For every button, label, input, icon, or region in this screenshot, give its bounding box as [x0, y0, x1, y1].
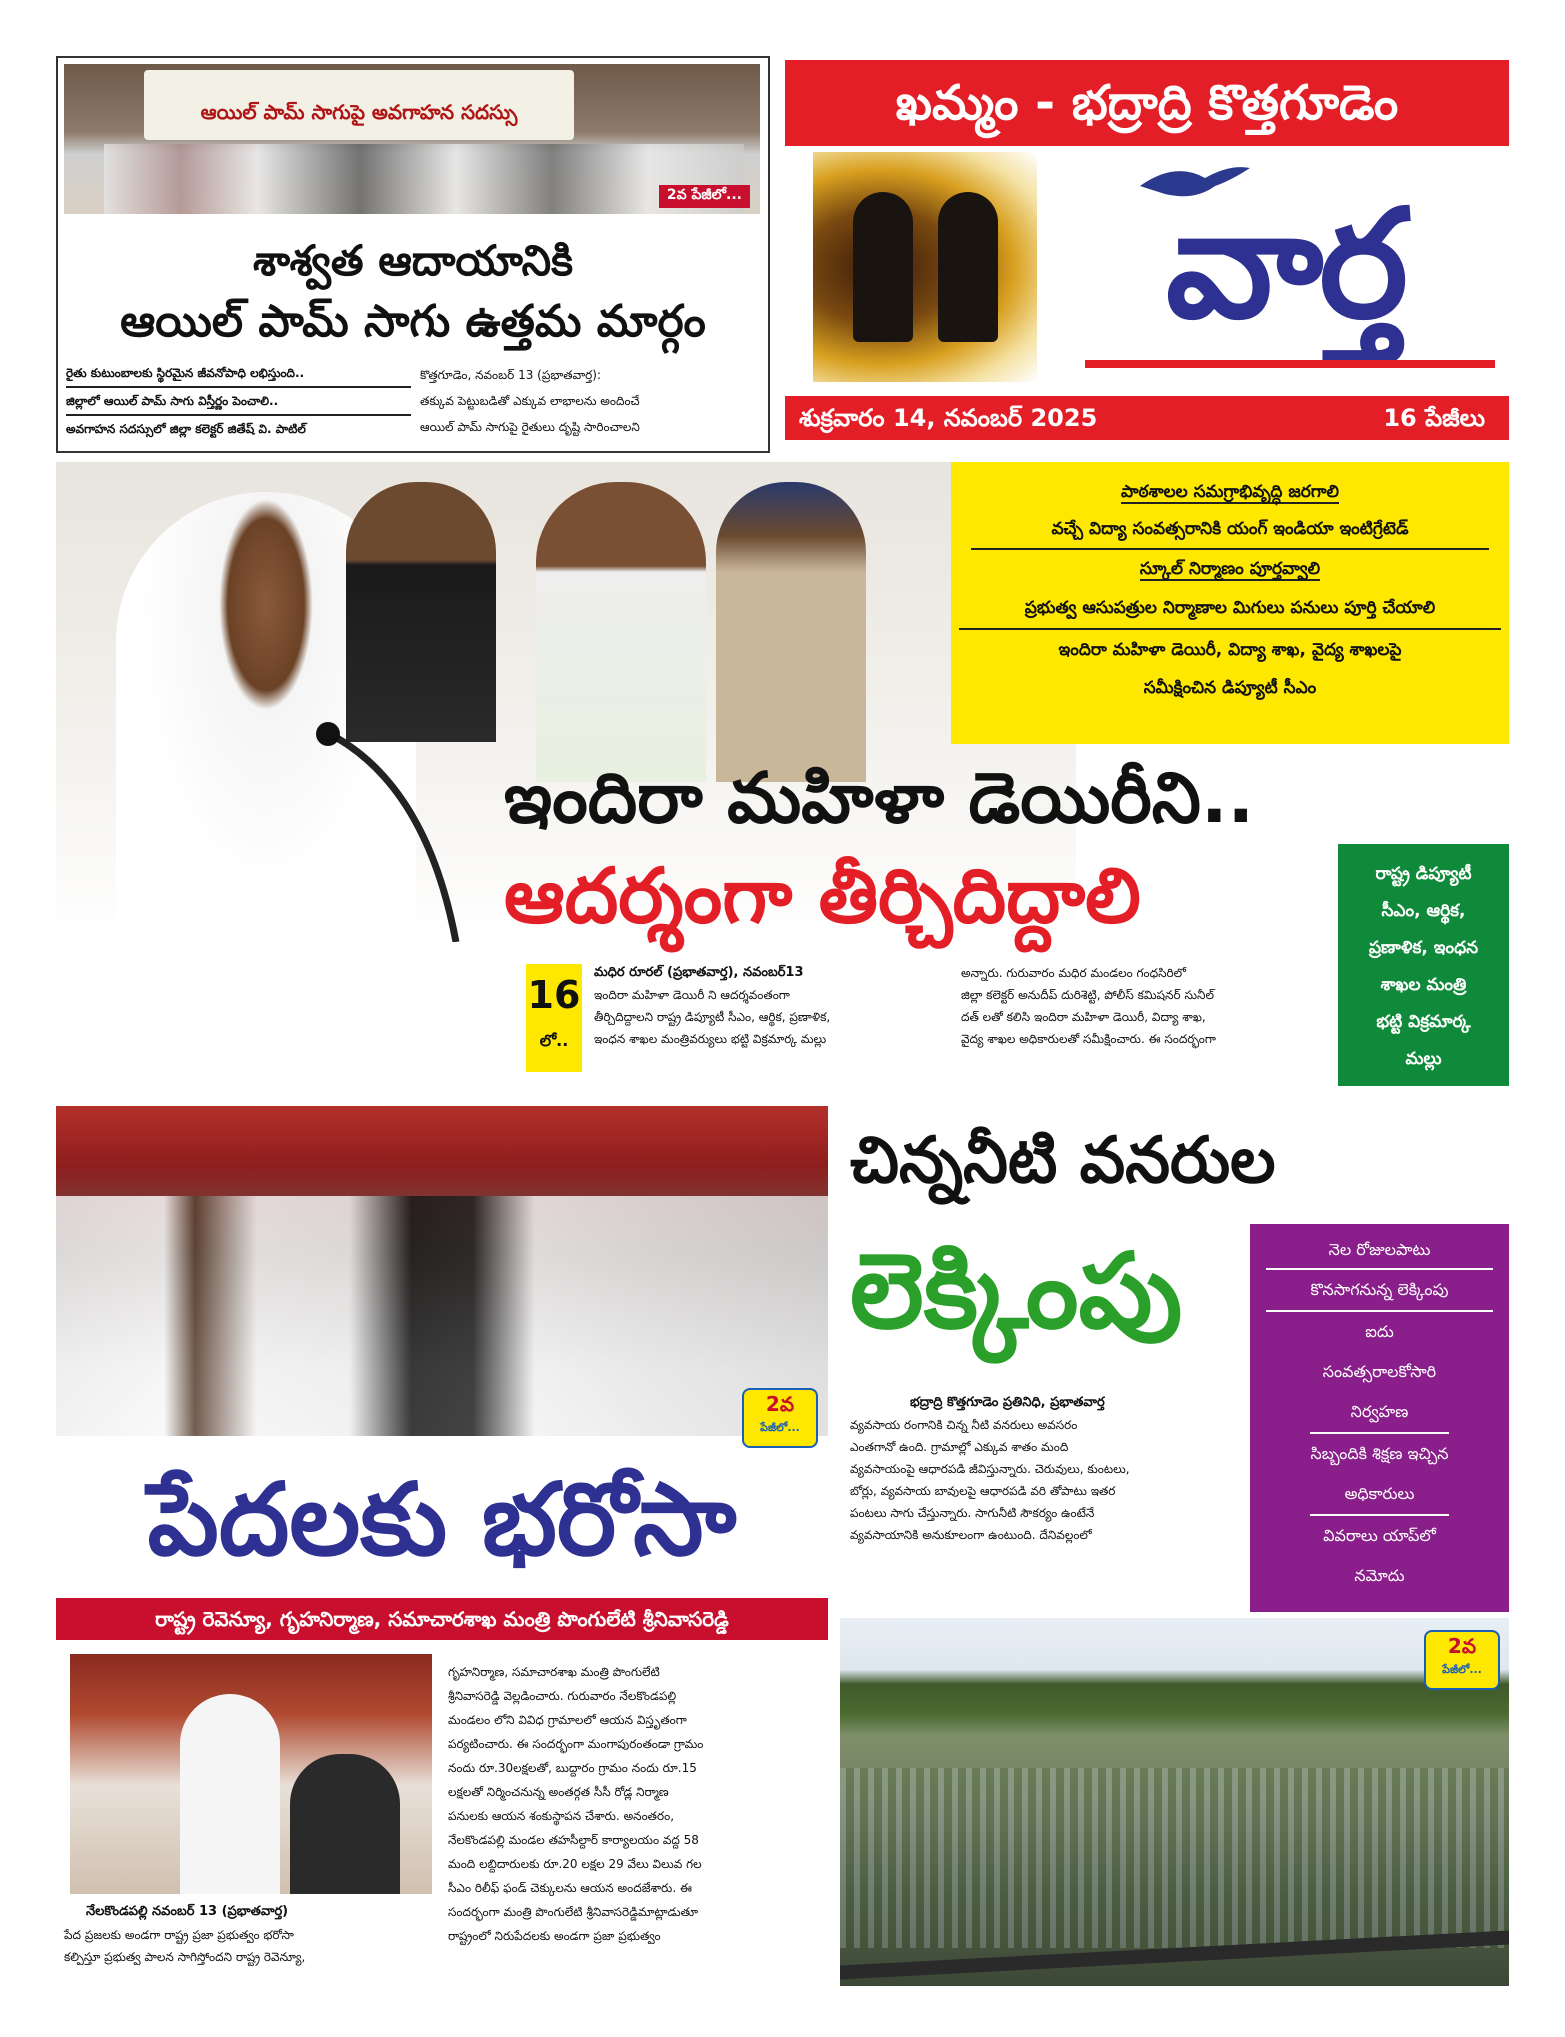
water-body-line-6: వ్యవసాయానికి అనుకూలంగా ఉంటుంది. దేనివల్లంలో — [850, 1528, 1092, 1542]
deity-idol-left — [853, 192, 913, 342]
green-line-6: మల్లు — [1405, 1049, 1442, 1069]
oil-palm-body — [420, 362, 762, 440]
logo-underline — [1085, 360, 1495, 368]
water-page-badge — [1424, 1630, 1500, 1690]
lead-body-col-1 — [594, 962, 949, 1050]
deity-photo — [813, 152, 1037, 382]
subhead-1: రైతు కుటుంబాలకు స్థిరమైన జీవనోపాధి లభిస్తుంది.. — [66, 360, 411, 388]
photo-caption: నేలకొండపల్లి నవంబర్ 13 (ప్రభాతవార్త) — [86, 1904, 289, 1919]
lead-body-col-2 — [961, 962, 1331, 1050]
water-body-line-4: బోర్లు, వ్యవసాయ బావులపై ఆధారపడి వరి తోపాటు ఇతర — [850, 1484, 1116, 1498]
lead-col2-line-4: వైద్య శాఖల అధికారులతో సమీక్షించారు. ఈ సందర్భంగా — [961, 1032, 1216, 1046]
green-line-5: భట్టి విక్రమార్క — [1376, 1012, 1471, 1032]
right-lower-story — [840, 1106, 1509, 1986]
left-col2-line-1: గృహనిర్మాణ, సమాచారశాఖ మంత్రి పొంగులేటి — [448, 1665, 660, 1679]
subhead-2: జిల్లాలో ఆయిల్ పామ్ సాగు విస్తీర్ణం పెంచాలి.. — [66, 388, 411, 416]
green-line-1: రాష్ట్ర డిప్యూటీ — [1375, 864, 1472, 884]
left-col2-line-6: లక్షలతో నిర్మించనున్న అంతర్గత సీసీ రోడ్ల నిర్మాణ — [448, 1785, 669, 1799]
field-water-reflection — [840, 1768, 1509, 1948]
left-col2-line-9: మంది లబ్దిదారులకు రూ.20 లక్షల 29 వేలు విలువ గల — [448, 1857, 702, 1871]
lead-col2-line-2: జిల్లా కలెక్టర్ అనుదీప్ దురిశెట్టి, పోలీస్ కమిషనర్ సునీల్ — [961, 988, 1214, 1002]
oil-palm-headline-2: ఆయిల్ పామ్ సాగు ఉత్తమ మార్గం — [120, 296, 706, 347]
water-points-box — [1250, 1224, 1509, 1612]
lead-point-2: వచ్చే విద్యా సంవత్సరానికి యంగ్ ఇండియా ఇంటిగ్రేటెడ్ — [971, 510, 1489, 550]
lead-story — [56, 462, 1509, 1086]
left-col2-line-5: నందు రూ.30లక్షలతో, బుద్దారం గ్రామం నందు రూ.15 — [448, 1761, 697, 1775]
official-figure-1 — [346, 482, 496, 742]
top-left-story — [56, 56, 770, 453]
lead-point-4: ప్రభుత్వ ఆసుపత్రుల నిర్మాణాల మిగులు పనులు పూర్తి చేయాలి — [959, 588, 1501, 630]
cheque-distribution-photo — [70, 1654, 432, 1894]
microphone-icon — [306, 722, 506, 942]
minister-figure — [180, 1694, 280, 1894]
left-story-headline: పేదలకు భరోసా — [147, 1461, 737, 1578]
oil-palm-subheads — [66, 360, 411, 442]
water-body — [850, 1392, 1242, 1546]
lead-col2-line-1: అన్నారు. గురువారం మధిర మండలం గంధసిరిలో — [961, 966, 1186, 980]
oil-palm-headline-1: శాశ్వత ఆదాయానికి — [252, 236, 574, 285]
water-badge-bottom: పేజీలో... — [1442, 1663, 1482, 1676]
left-story-col-1 — [64, 1924, 436, 1968]
water-headline-1: చిన్ననీటి వనరుల — [850, 1124, 1276, 1198]
water-point-8: వివరాలు యాప్‌లో — [1323, 1526, 1436, 1545]
water-body-line-1: వ్యవసాయ రంగానికి చిన్న నీటి వనరులు అవసరం — [850, 1418, 1078, 1432]
water-point-9: నమోదు — [1354, 1566, 1405, 1585]
subhead-3: అవగాహన సదస్సులో జిల్లా కలెక్టర్ జితేష్ వి. పాటిల్ — [66, 422, 306, 436]
recipient-figure — [290, 1754, 400, 1894]
water-badge-top: 2వ — [1447, 1634, 1477, 1658]
water-body-line-3: వ్యవసాయంపై ఆధారపడి జీవిస్తున్నారు. చెరువులు, కుంటలు, — [850, 1462, 1130, 1476]
body-line-2: తక్కువ పెట్టుబడితో ఎక్కువ లాభాలను అందించే — [420, 394, 640, 408]
left-badge-top: 2వ — [765, 1392, 795, 1416]
left-col2-line-8: నేలకొండపల్లి మండల తహసీల్దార్ కార్యాలయం వద్ద 58 — [448, 1833, 699, 1847]
lead-page-ref-num: 16 — [527, 973, 581, 1017]
lead-headline-1: ఇందిరా మహిళా డెయిరీని.. — [504, 757, 1255, 839]
police-figure — [716, 482, 866, 782]
left-badge-bottom: పేజీలో... — [760, 1421, 800, 1434]
lead-point-1: పాఠశాలల సమగ్రాభివృద్ధి జరగాలి — [1121, 482, 1339, 502]
water-body-line-2: ఎంతగానో ఉంది. గ్రామాల్లో ఎక్కువ శాతం మంది — [850, 1440, 1069, 1454]
lead-dateline: మధిర రూరల్ (ప్రభాతవార్త), నవంబర్13 — [594, 965, 804, 980]
green-line-3: ప్రణాళిక, ఇంధన — [1368, 938, 1479, 958]
green-line-4: శాఖల మంత్రి — [1380, 975, 1467, 995]
water-point-6: సిబ్బందికి శిక్షణ ఇచ్చిన — [1310, 1444, 1449, 1463]
water-point-2: కొనసాగనున్న లెక్కింపు — [1266, 1270, 1493, 1312]
lead-page-ref-suffix: లో.. — [539, 1031, 569, 1050]
page-ref-label: 2వ పేజీలో... — [659, 185, 750, 208]
water-point-5: నిర్వహణ — [1310, 1392, 1449, 1434]
lead-point-3: స్కూల్ నిర్మాణం పూర్తవ్వాలి — [1139, 559, 1321, 579]
paddy-field-photo — [840, 1618, 1509, 1986]
meeting-people — [104, 144, 744, 214]
page-count: 16 పేజీలు — [1383, 404, 1485, 432]
left-lower-story — [56, 1106, 828, 1986]
oil-palm-meeting-photo — [64, 64, 760, 214]
water-point-1: నెల రోజులపాటు — [1266, 1232, 1493, 1270]
left-col1-line-2: కల్పిస్తూ ప్రభుత్వ పాలన సాగిస్తోందని రాష్ట్ర రెవెన్యూ, — [64, 1950, 306, 1964]
water-dateline: భద్రాద్రి కొత్తగూడెం ప్రతినిధి, ప్రభాతవార్త — [910, 1395, 1105, 1410]
lead-point-6: సమీక్షించిన డిప్యూటీ సీఎం — [1143, 678, 1317, 698]
left-col2-line-10: సీఎం రిలీఫ్ ఫండ్ చెక్కులను ఆయన అందజేశారు. ఈ — [448, 1881, 692, 1895]
left-col2-line-4: పర్యటించారు. ఈ సందర్భంగా మంగాపురంతండా గ్రామం — [448, 1737, 704, 1751]
minister-banner-text: రాష్ట్ర రెవెన్యూ, గృహనిర్మాణ, సమాచారశాఖ మంత్రి పొంగులేటి శ్రీనివాసరెడ్డి — [155, 1607, 729, 1631]
lead-col1-line-4: ఇంధన శాఖల మంత్రివర్యులు భట్టి విక్రమార్క మల్లు — [594, 1032, 827, 1046]
water-headline-2: లెక్కింపు — [850, 1230, 1183, 1352]
lead-points-box — [951, 462, 1509, 744]
left-col2-line-11: సందర్భంగా మంత్రి పొంగులేటి శ్రీనివాసరెడ్డిమాట్లాడుతూ — [448, 1905, 699, 1919]
edition-banner — [785, 60, 1509, 146]
water-point-3: ఐదు — [1365, 1322, 1394, 1341]
masthead — [785, 60, 1509, 446]
edition-name: ఖమ్మం - భద్రాద్రి కొత్తగూడెం — [895, 75, 1399, 131]
left-page-badge — [742, 1388, 818, 1448]
official-figure-2 — [536, 482, 706, 782]
logo-wordmark: వార్త — [1165, 178, 1405, 352]
green-line-2: సీఎం, ఆర్థిక, — [1381, 901, 1466, 921]
lead-headline-2: ఆదర్శంగా తీర్చిదిద్దాలి — [504, 851, 1141, 940]
lead-col1-line-3: తీర్చిదిద్దాలని రాష్ట్ర డిప్యూటీ సీఎం, ఆర్థిక, ప్రణాళిక, — [594, 1010, 831, 1024]
left-col2-line-7: పనులకు ఆయన శంకుస్థాపన చేశారు. అనంతరం, — [448, 1809, 675, 1823]
left-col2-line-2: శ్రీనివాసరెడ్డి వెల్లడించారు. గురువారం నేలకొండపల్లి — [448, 1689, 677, 1703]
issue-date: శుక్రవారం 14, నవంబర్ 2025 — [799, 404, 1098, 432]
date-bar — [785, 396, 1509, 440]
water-point-4: సంవత్సరాలకోసారి — [1322, 1362, 1437, 1381]
deity-idol-right — [938, 192, 998, 342]
left-col2-line-3: మండలం లోని వివిధ గ్రామాలలో ఆయన విస్తృతంగా — [448, 1713, 687, 1727]
water-point-7: అధికారులు — [1310, 1474, 1449, 1516]
minister-event-photo — [56, 1106, 828, 1436]
lead-col2-line-3: దత్ లతో కలిసి ఇందిరా మహిళా డెయిరీ, విద్యా శాఖ, — [961, 1010, 1206, 1024]
meeting-banner — [144, 70, 574, 140]
left-col1-line-1: పేద ప్రజలకు అండగా రాష్ట్ర ప్రజా ప్రభుత్వం భరోసా — [64, 1928, 294, 1942]
body-line-1: కొత్తగూడెం, నవంబర్ 13 (ప్రభాతవార్త): — [420, 368, 601, 382]
lead-col1-line-2: ఇందిరా మహిళా డెయిరీ ని ఆదర్శవంతంగా — [594, 988, 790, 1002]
meeting-banner-text: ఆయిల్ పామ్ సాగుపై అవగాహన సదస్సు — [200, 100, 518, 124]
minister-green-box — [1338, 844, 1509, 1086]
water-body-line-5: పంటలు సాగు చేస్తున్నారు. సాగునీటి సౌకర్యం ఉంటేనే — [850, 1506, 1095, 1520]
left-story-col-2 — [448, 1660, 820, 1948]
lead-point-5: ఇందిరా మహిళా డెయిరీ, విద్యా శాఖ, వైద్య శాఖలపై — [1058, 640, 1402, 660]
body-line-3: ఆయిల్ పామ్ సాగుపై రైతులు దృష్టి సారించాలని — [420, 420, 640, 434]
minister-banner — [56, 1598, 828, 1640]
left-col2-line-12: రాష్ట్రంలో నిరుపేదలకు అండగా ప్రజా ప్రభుత్వం — [448, 1929, 661, 1943]
lead-page-ref — [526, 964, 582, 1072]
event-crowd — [56, 1196, 828, 1436]
